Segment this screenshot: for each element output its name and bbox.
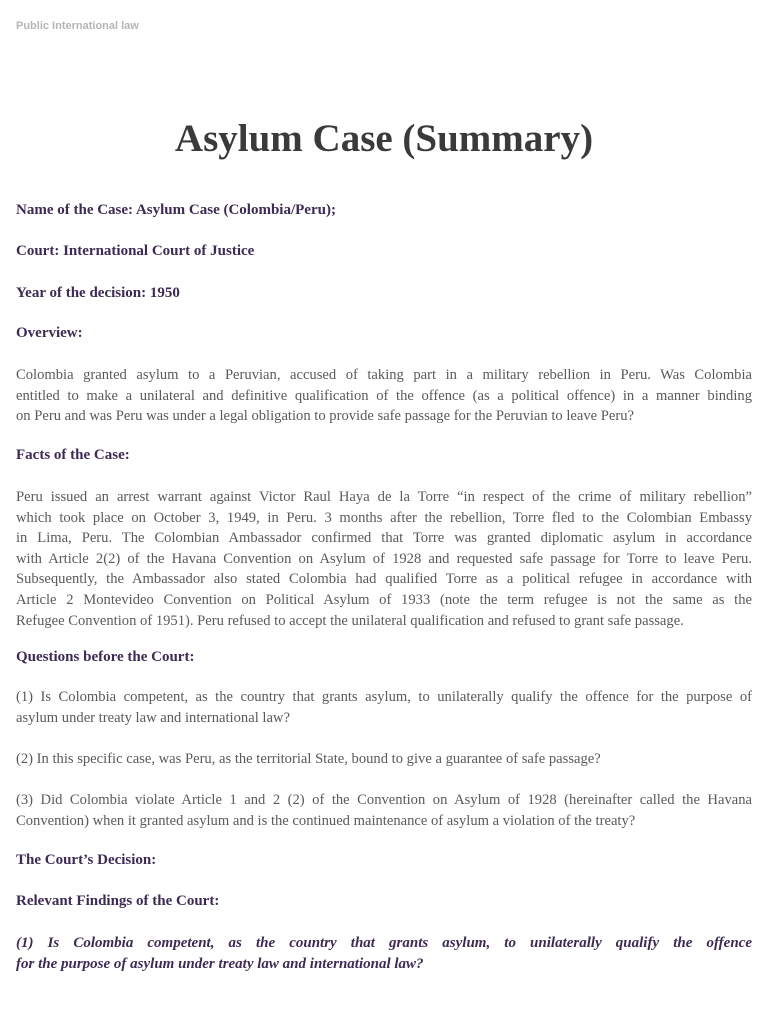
- question-1: [16, 687, 752, 728]
- text-line: which took place on October 3, 1949, in Peru. 3 months after the rebellion, Torre fled to the Colombian Embassy: [16, 509, 752, 526]
- case-court: Court: International Court of Justice: [16, 243, 255, 259]
- text-line: (1) Is Colombia competent, as the country that grants asylum, to unilaterally qualify the offence: [16, 935, 752, 951]
- text-line: asylum under treaty law and international law?: [16, 709, 290, 726]
- page-title: Asylum Case (Summary): [174, 117, 594, 160]
- document-category: Public International law: [16, 20, 139, 32]
- findings-heading: Relevant Findings of the Court:: [16, 893, 220, 909]
- text-line: with Article 2(2) of the Havana Convention on Asylum of 1928 and requested safe passage for Torre to leave Peru.: [16, 550, 752, 567]
- text-line: Peru issued an arrest warrant against Victor Raul Haya de la Torre “in respect of the crime of military rebellion”: [16, 489, 752, 505]
- text-line: Colombia granted asylum to a Peruvian, accused of taking part in a military rebellion in Peru. Was Colombia: [16, 367, 752, 383]
- text-line: Refugee Convention of 1951). Peru refused to accept the unilateral qualification and refused to grant safe passage.: [16, 612, 684, 629]
- question-3: [16, 790, 752, 831]
- text-line: for the purpose of asylum under treaty law and international law?: [16, 956, 424, 972]
- case-name: Name of the Case: Asylum Case (Colombia/Peru);: [16, 202, 336, 218]
- finding-question-1: [16, 933, 752, 975]
- text-line: (3) Did Colombia violate Article 1 and 2 (2) of the Convention on Asylum of 1928 (hereinafter called the Havana: [16, 792, 752, 808]
- facts-paragraph: [16, 487, 752, 631]
- text-line: Convention) when it granted asylum and is the continued maintenance of asylum a violation of the treaty?: [16, 812, 636, 829]
- case-year: Year of the decision: 1950: [16, 285, 180, 301]
- text-line: on Peru and was Peru was under a legal obligation to provide safe passage for the Peruvian to leave Peru?: [16, 408, 635, 425]
- text-line: entitled to make a unilateral and definitive qualification of the offence (as a political offence) in a manner binding: [16, 387, 752, 404]
- overview-heading: Overview:: [16, 325, 83, 341]
- questions-heading: Questions before the Court:: [16, 649, 195, 665]
- question-2: [16, 749, 752, 770]
- text-line: Article 2 Montevideo Convention on Political Asylum of 1933 (note the term refugee is not the same as the: [16, 591, 752, 608]
- facts-heading: Facts of the Case:: [16, 447, 130, 463]
- overview-paragraph: [16, 365, 752, 427]
- text-line: Subsequently, the Ambassador also stated Colombia had qualified Torre as a political refugee in accordance with: [16, 571, 752, 588]
- decision-heading: The Court’s Decision:: [16, 852, 157, 868]
- text-line: (1) Is Colombia competent, as the country that grants asylum, to unilaterally qualify the offence for the purpose of: [16, 689, 752, 705]
- text-line: (2) In this specific case, was Peru, as the territorial State, bound to give a guarantee of safe passage?: [16, 751, 601, 767]
- text-line: in Lima, Peru. The Colombian Ambassador confirmed that Torre was granted diplomatic asylum in accordance: [16, 530, 752, 547]
